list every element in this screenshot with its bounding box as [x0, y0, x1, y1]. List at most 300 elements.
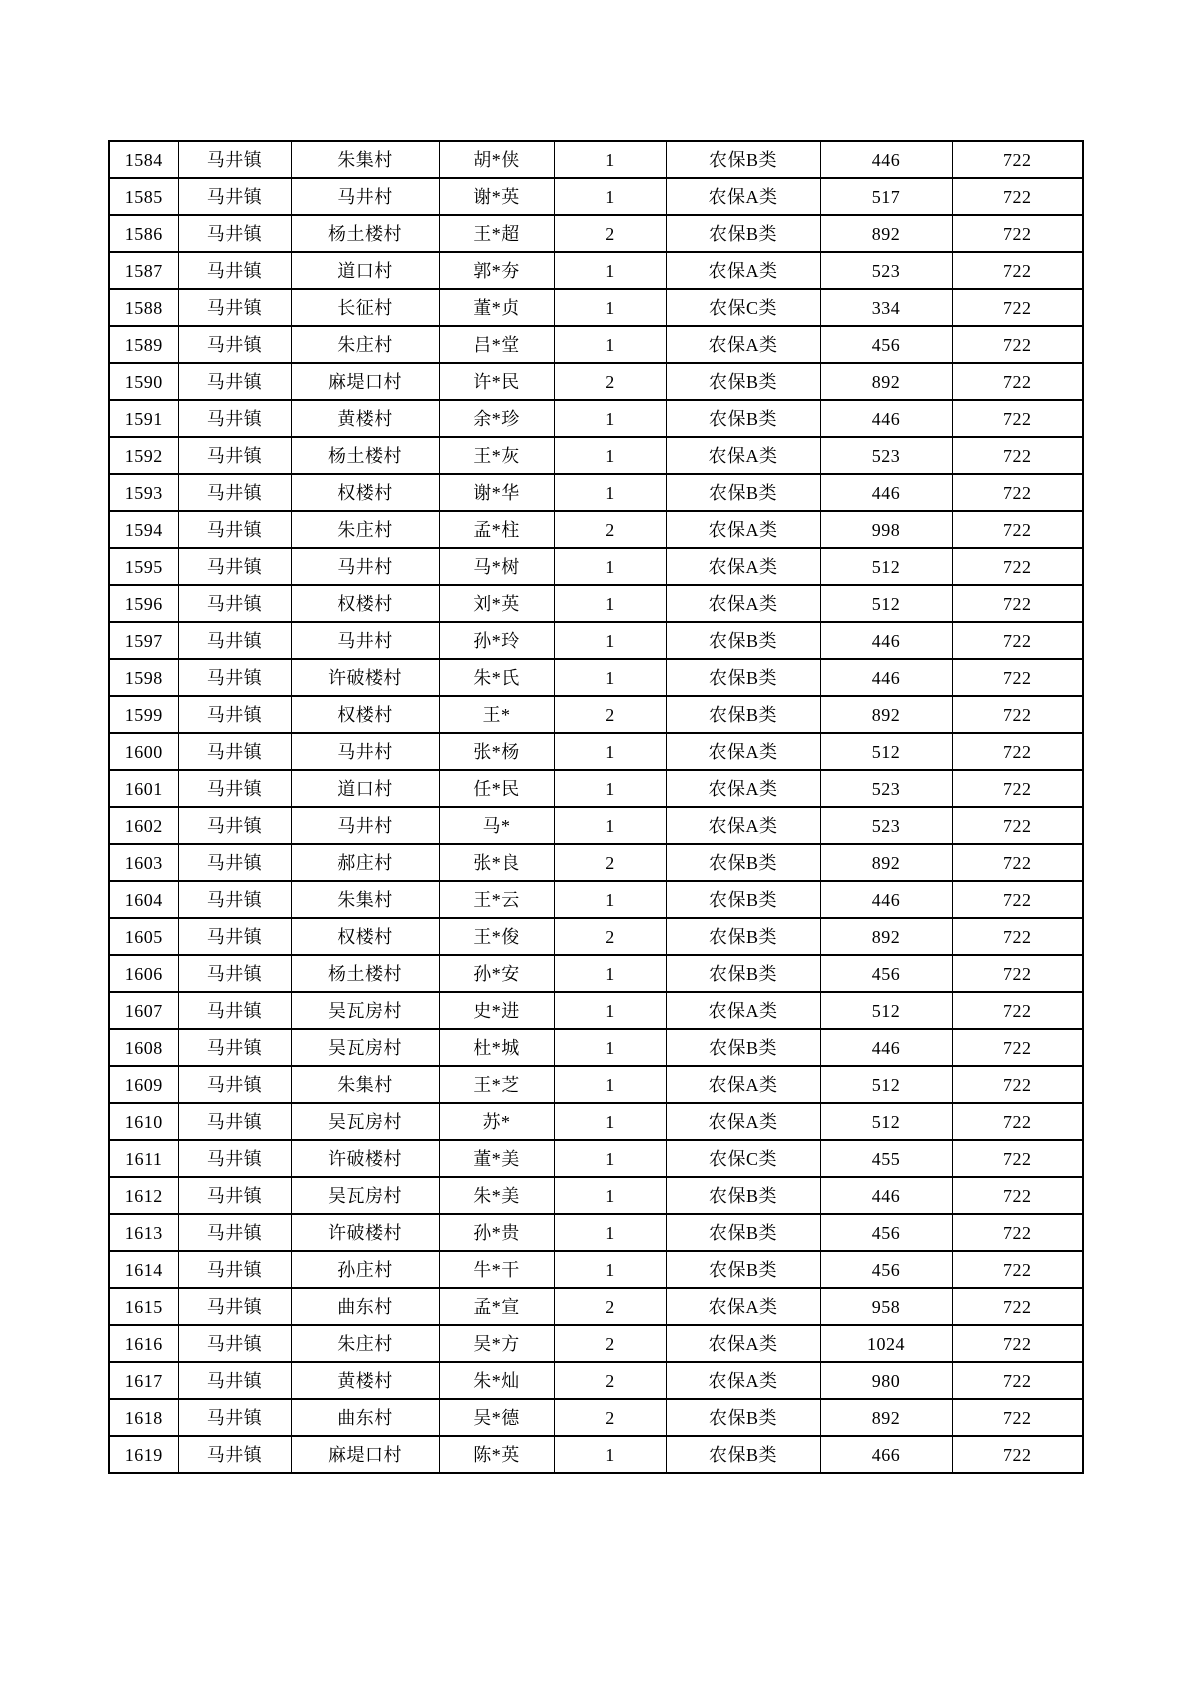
table-cell: 1605	[109, 918, 178, 955]
table-cell: 722	[952, 844, 1083, 881]
table-body	[109, 141, 1083, 1473]
table-row	[109, 215, 1083, 252]
table-cell: 马井村	[291, 178, 439, 215]
table-cell: 446	[820, 1177, 952, 1214]
table-cell: 农保A类	[666, 178, 820, 215]
table-cell: 农保A类	[666, 1288, 820, 1325]
table-cell: 马井镇	[178, 881, 291, 918]
table-cell: 朱*美	[439, 1177, 554, 1214]
table-cell: 456	[820, 1251, 952, 1288]
table-cell: 1617	[109, 1362, 178, 1399]
table-cell: 892	[820, 1399, 952, 1436]
table-cell: 农保C类	[666, 289, 820, 326]
table-cell: 郝庄村	[291, 844, 439, 881]
table-cell: 1	[554, 622, 666, 659]
table-cell: 1600	[109, 733, 178, 770]
table-cell: 许*民	[439, 363, 554, 400]
table-cell: 1	[554, 1103, 666, 1140]
table-cell: 892	[820, 696, 952, 733]
table-cell: 1	[554, 548, 666, 585]
table-cell: 1609	[109, 1066, 178, 1103]
table-cell: 1024	[820, 1325, 952, 1362]
table-cell: 马井镇	[178, 1325, 291, 1362]
table-cell: 1615	[109, 1288, 178, 1325]
table-cell: 1	[554, 992, 666, 1029]
table-cell: 722	[952, 696, 1083, 733]
table-cell: 农保A类	[666, 770, 820, 807]
table-cell: 523	[820, 770, 952, 807]
table-cell: 958	[820, 1288, 952, 1325]
table-cell: 谢*英	[439, 178, 554, 215]
table-cell: 722	[952, 474, 1083, 511]
table-cell: 朱庄村	[291, 1325, 439, 1362]
table-cell: 马井镇	[178, 807, 291, 844]
table-cell: 1591	[109, 400, 178, 437]
table-cell: 446	[820, 659, 952, 696]
table-cell: 2	[554, 511, 666, 548]
table-cell: 892	[820, 215, 952, 252]
table-cell: 722	[952, 252, 1083, 289]
table-cell: 刘*英	[439, 585, 554, 622]
table-cell: 1587	[109, 252, 178, 289]
table-cell: 1	[554, 289, 666, 326]
table-cell: 朱集村	[291, 881, 439, 918]
table-cell: 998	[820, 511, 952, 548]
table-cell: 农保B类	[666, 696, 820, 733]
table-cell: 牛*干	[439, 1251, 554, 1288]
table-cell: 1599	[109, 696, 178, 733]
table-cell: 523	[820, 437, 952, 474]
table-cell: 杜*城	[439, 1029, 554, 1066]
table-cell: 马井村	[291, 548, 439, 585]
table-cell: 农保B类	[666, 1029, 820, 1066]
table-row	[109, 548, 1083, 585]
table-cell: 孙庄村	[291, 1251, 439, 1288]
table-cell: 892	[820, 918, 952, 955]
table-cell: 456	[820, 326, 952, 363]
table-cell: 722	[952, 1362, 1083, 1399]
table-cell: 农保B类	[666, 215, 820, 252]
table-cell: 马井镇	[178, 289, 291, 326]
table-cell: 吴瓦房村	[291, 1177, 439, 1214]
table-row	[109, 474, 1083, 511]
table-cell: 农保B类	[666, 400, 820, 437]
table-cell: 1	[554, 178, 666, 215]
table-cell: 史*进	[439, 992, 554, 1029]
table-cell: 1601	[109, 770, 178, 807]
table-cell: 722	[952, 141, 1083, 178]
table-cell: 农保A类	[666, 1103, 820, 1140]
table-cell: 2	[554, 363, 666, 400]
table-cell: 1	[554, 585, 666, 622]
table-cell: 1604	[109, 881, 178, 918]
table-cell: 980	[820, 1362, 952, 1399]
table-cell: 道口村	[291, 770, 439, 807]
beneficiary-table	[108, 140, 1084, 1474]
table-cell: 2	[554, 1362, 666, 1399]
table-cell: 892	[820, 844, 952, 881]
table-cell: 马井镇	[178, 511, 291, 548]
table-cell: 农保B类	[666, 622, 820, 659]
table-cell: 1606	[109, 955, 178, 992]
table-cell: 722	[952, 1029, 1083, 1066]
table-cell: 农保B类	[666, 844, 820, 881]
table-cell: 1612	[109, 1177, 178, 1214]
table-cell: 722	[952, 1288, 1083, 1325]
table-cell: 农保A类	[666, 511, 820, 548]
table-cell: 孙*玲	[439, 622, 554, 659]
table-cell: 农保A类	[666, 733, 820, 770]
table-cell: 吕*堂	[439, 326, 554, 363]
table-cell: 1	[554, 955, 666, 992]
table-cell: 马井镇	[178, 1103, 291, 1140]
table-cell: 长征村	[291, 289, 439, 326]
table-row	[109, 1103, 1083, 1140]
table-cell: 农保A类	[666, 992, 820, 1029]
table-cell: 苏*	[439, 1103, 554, 1140]
table-cell: 2	[554, 1325, 666, 1362]
table-cell: 马井镇	[178, 1436, 291, 1473]
table-cell: 722	[952, 770, 1083, 807]
table-cell: 农保B类	[666, 1436, 820, 1473]
table-cell: 吴瓦房村	[291, 1103, 439, 1140]
table-cell: 农保A类	[666, 437, 820, 474]
table-cell: 张*良	[439, 844, 554, 881]
table-cell: 马井村	[291, 733, 439, 770]
table-cell: 722	[952, 437, 1083, 474]
table-cell: 农保B类	[666, 659, 820, 696]
table-row	[109, 1288, 1083, 1325]
table-cell: 马井镇	[178, 659, 291, 696]
table-cell: 吴瓦房村	[291, 992, 439, 1029]
table-cell: 2	[554, 918, 666, 955]
table-cell: 马井镇	[178, 1029, 291, 1066]
table-row	[109, 1029, 1083, 1066]
table-cell: 权楼村	[291, 474, 439, 511]
table-row	[109, 511, 1083, 548]
table-cell: 农保A类	[666, 807, 820, 844]
table-row	[109, 141, 1083, 178]
table-row	[109, 992, 1083, 1029]
table-cell: 1	[554, 1251, 666, 1288]
table-cell: 马井镇	[178, 622, 291, 659]
table-cell: 456	[820, 1214, 952, 1251]
table-cell: 许破楼村	[291, 1140, 439, 1177]
table-cell: 1596	[109, 585, 178, 622]
table-row	[109, 1325, 1083, 1362]
table-cell: 马井村	[291, 622, 439, 659]
table-cell: 王*超	[439, 215, 554, 252]
table-cell: 吴瓦房村	[291, 1029, 439, 1066]
table-cell: 麻堤口村	[291, 363, 439, 400]
table-cell: 1590	[109, 363, 178, 400]
table-cell: 1586	[109, 215, 178, 252]
table-cell: 杨土楼村	[291, 215, 439, 252]
table-cell: 1	[554, 437, 666, 474]
table-cell: 马井镇	[178, 178, 291, 215]
table-cell: 1618	[109, 1399, 178, 1436]
table-cell: 1611	[109, 1140, 178, 1177]
table-cell: 446	[820, 1029, 952, 1066]
table-cell: 曲东村	[291, 1288, 439, 1325]
table-cell: 722	[952, 400, 1083, 437]
table-cell: 道口村	[291, 252, 439, 289]
table-cell: 446	[820, 141, 952, 178]
table-cell: 446	[820, 881, 952, 918]
table-cell: 512	[820, 992, 952, 1029]
table-cell: 892	[820, 363, 952, 400]
table-cell: 1585	[109, 178, 178, 215]
table-cell: 1598	[109, 659, 178, 696]
table-cell: 722	[952, 1325, 1083, 1362]
table-cell: 农保B类	[666, 1177, 820, 1214]
table-cell: 农保A类	[666, 1325, 820, 1362]
table-cell: 权楼村	[291, 918, 439, 955]
table-row	[109, 844, 1083, 881]
table-cell: 朱集村	[291, 1066, 439, 1103]
table-cell: 1608	[109, 1029, 178, 1066]
table-cell: 许破楼村	[291, 659, 439, 696]
table-row	[109, 1399, 1083, 1436]
table-cell: 王*云	[439, 881, 554, 918]
table-cell: 马井镇	[178, 992, 291, 1029]
table-cell: 1	[554, 326, 666, 363]
table-cell: 1	[554, 1029, 666, 1066]
table-cell: 马井镇	[178, 437, 291, 474]
table-cell: 农保B类	[666, 918, 820, 955]
table-cell: 455	[820, 1140, 952, 1177]
table-cell: 722	[952, 1066, 1083, 1103]
table-row	[109, 696, 1083, 733]
table-cell: 马*	[439, 807, 554, 844]
table-cell: 马井镇	[178, 955, 291, 992]
table-cell: 朱*氏	[439, 659, 554, 696]
table-cell: 446	[820, 400, 952, 437]
table-cell: 马井镇	[178, 1399, 291, 1436]
table-cell: 马井镇	[178, 1177, 291, 1214]
table-cell: 1	[554, 807, 666, 844]
table-cell: 农保A类	[666, 1362, 820, 1399]
table-row	[109, 659, 1083, 696]
table-cell: 2	[554, 215, 666, 252]
table-cell: 722	[952, 585, 1083, 622]
table-row	[109, 1140, 1083, 1177]
table-cell: 马井镇	[178, 918, 291, 955]
table-cell: 朱庄村	[291, 326, 439, 363]
table-cell: 466	[820, 1436, 952, 1473]
table-cell: 1603	[109, 844, 178, 881]
table-cell: 孙*安	[439, 955, 554, 992]
table-cell: 权楼村	[291, 585, 439, 622]
table-cell: 吴*德	[439, 1399, 554, 1436]
table-cell: 曲东村	[291, 1399, 439, 1436]
table-cell: 334	[820, 289, 952, 326]
table-cell: 512	[820, 548, 952, 585]
table-cell: 2	[554, 1399, 666, 1436]
table-cell: 马井镇	[178, 1140, 291, 1177]
table-cell: 722	[952, 326, 1083, 363]
table-cell: 1619	[109, 1436, 178, 1473]
table-cell: 董*美	[439, 1140, 554, 1177]
table-cell: 722	[952, 881, 1083, 918]
table-row	[109, 326, 1083, 363]
table-cell: 1593	[109, 474, 178, 511]
table-cell: 512	[820, 733, 952, 770]
table-cell: 2	[554, 1288, 666, 1325]
table-cell: 郭*夯	[439, 252, 554, 289]
table-cell: 1597	[109, 622, 178, 659]
table-cell: 722	[952, 1140, 1083, 1177]
table-cell: 1584	[109, 141, 178, 178]
table-cell: 吴*方	[439, 1325, 554, 1362]
table-cell: 722	[952, 1399, 1083, 1436]
table-cell: 722	[952, 918, 1083, 955]
table-cell: 马井镇	[178, 474, 291, 511]
table-cell: 2	[554, 696, 666, 733]
table-cell: 马井镇	[178, 141, 291, 178]
table-cell: 马井镇	[178, 585, 291, 622]
table-cell: 1592	[109, 437, 178, 474]
table-row	[109, 363, 1083, 400]
table-cell: 孟*宣	[439, 1288, 554, 1325]
table-cell: 1	[554, 659, 666, 696]
table-row	[109, 770, 1083, 807]
table-row	[109, 918, 1083, 955]
table-cell: 农保B类	[666, 1251, 820, 1288]
table-row	[109, 1177, 1083, 1214]
table-cell: 任*民	[439, 770, 554, 807]
table-cell: 王*	[439, 696, 554, 733]
table-cell: 722	[952, 548, 1083, 585]
table-cell: 马井镇	[178, 1251, 291, 1288]
table-row	[109, 1436, 1083, 1473]
table-cell: 王*俊	[439, 918, 554, 955]
table-row	[109, 585, 1083, 622]
table-cell: 1589	[109, 326, 178, 363]
table-cell: 1616	[109, 1325, 178, 1362]
table-cell: 722	[952, 511, 1083, 548]
table-cell: 722	[952, 992, 1083, 1029]
table-cell: 512	[820, 1066, 952, 1103]
table-cell: 农保C类	[666, 1140, 820, 1177]
table-cell: 1610	[109, 1103, 178, 1140]
table-cell: 余*珍	[439, 400, 554, 437]
table-cell: 722	[952, 659, 1083, 696]
table-cell: 谢*华	[439, 474, 554, 511]
table-cell: 1	[554, 141, 666, 178]
table-row	[109, 1066, 1083, 1103]
table-cell: 马*树	[439, 548, 554, 585]
table-cell: 马井镇	[178, 844, 291, 881]
table-cell: 722	[952, 178, 1083, 215]
table-cell: 722	[952, 1436, 1083, 1473]
table-cell: 农保A类	[666, 252, 820, 289]
table-cell: 722	[952, 733, 1083, 770]
table-cell: 512	[820, 1103, 952, 1140]
table-cell: 722	[952, 1177, 1083, 1214]
table-cell: 张*杨	[439, 733, 554, 770]
table-cell: 1613	[109, 1214, 178, 1251]
table-row	[109, 1251, 1083, 1288]
table-cell: 1595	[109, 548, 178, 585]
table-cell: 朱*灿	[439, 1362, 554, 1399]
table-cell: 512	[820, 585, 952, 622]
table-cell: 孙*贵	[439, 1214, 554, 1251]
table-cell: 农保A类	[666, 585, 820, 622]
table-cell: 农保B类	[666, 474, 820, 511]
table-cell: 马井镇	[178, 696, 291, 733]
table-cell: 1	[554, 881, 666, 918]
table-row	[109, 1214, 1083, 1251]
table-row	[109, 400, 1083, 437]
table-cell: 麻堤口村	[291, 1436, 439, 1473]
table-row	[109, 1362, 1083, 1399]
table-row	[109, 955, 1083, 992]
table-cell: 1	[554, 733, 666, 770]
table-cell: 马井镇	[178, 770, 291, 807]
table-cell: 马井镇	[178, 1066, 291, 1103]
table-cell: 孟*柱	[439, 511, 554, 548]
table-row	[109, 622, 1083, 659]
table-cell: 马井镇	[178, 363, 291, 400]
table-row	[109, 289, 1083, 326]
table-cell: 1	[554, 474, 666, 511]
table-cell: 杨土楼村	[291, 955, 439, 992]
table-cell: 1	[554, 1066, 666, 1103]
table-cell: 722	[952, 1251, 1083, 1288]
table-cell: 1607	[109, 992, 178, 1029]
table-row	[109, 881, 1083, 918]
table-cell: 446	[820, 474, 952, 511]
table-cell: 1	[554, 400, 666, 437]
table-cell: 马井镇	[178, 326, 291, 363]
table-cell: 1	[554, 1436, 666, 1473]
table-cell: 722	[952, 622, 1083, 659]
table-cell: 722	[952, 289, 1083, 326]
table-cell: 1614	[109, 1251, 178, 1288]
table-cell: 许破楼村	[291, 1214, 439, 1251]
table-cell: 董*贞	[439, 289, 554, 326]
table-cell: 456	[820, 955, 952, 992]
table-cell: 农保B类	[666, 141, 820, 178]
table-cell: 722	[952, 363, 1083, 400]
table-cell: 1	[554, 1214, 666, 1251]
table-cell: 农保A类	[666, 326, 820, 363]
table-cell: 马井镇	[178, 548, 291, 585]
table-cell: 朱集村	[291, 141, 439, 178]
table-cell: 1594	[109, 511, 178, 548]
table-cell: 1	[554, 252, 666, 289]
table-cell: 1588	[109, 289, 178, 326]
table-cell: 马井镇	[178, 400, 291, 437]
table-cell: 722	[952, 807, 1083, 844]
table-row	[109, 437, 1083, 474]
table-row	[109, 807, 1083, 844]
table-cell: 722	[952, 1103, 1083, 1140]
table-cell: 农保B类	[666, 363, 820, 400]
table-cell: 农保B类	[666, 1399, 820, 1436]
table-row	[109, 178, 1083, 215]
table-cell: 446	[820, 622, 952, 659]
table-cell: 农保B类	[666, 1214, 820, 1251]
table-cell: 517	[820, 178, 952, 215]
table-cell: 农保A类	[666, 548, 820, 585]
table-row	[109, 252, 1083, 289]
table-cell: 523	[820, 252, 952, 289]
table-cell: 朱庄村	[291, 511, 439, 548]
table-cell: 马井村	[291, 807, 439, 844]
table-cell: 722	[952, 215, 1083, 252]
